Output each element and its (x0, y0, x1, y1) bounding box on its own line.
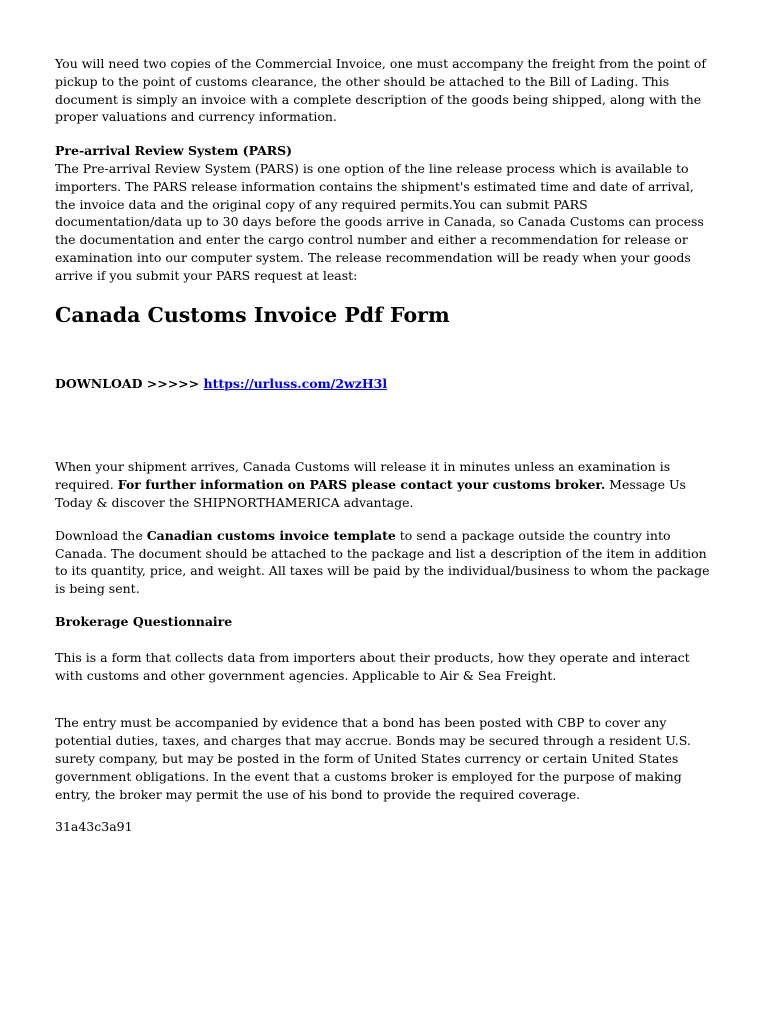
document-page (55, 55, 715, 836)
footer-code: 31a43c3a91 (55, 819, 133, 835)
template-text-after: to send a package outside the country into Canada. The document should be attached to the package and list a description of the item in addition to its quantity, price, and weight. All taxes will be paid by the individual/business to whom the package is being sent. (55, 527, 710, 597)
brokerage-heading: Brokerage Questionnaire (55, 613, 233, 629)
download-label: DOWNLOAD >>>>> (55, 375, 204, 391)
brokerage-paragraph: This is a form that collects data from importers about their products, how they operate and interact with customs and other government agencies. Applicable to Air & Sea Freight. (55, 649, 690, 683)
bond-paragraph: The entry must be accompanied by evidence that a bond has been posted with CBP to cover any potential duties, taxes, and charges that may accrue. Bonds may be secured through a resident U.S. surety company, but may be posted in the form of United States currency or certain United States government obligations. In the event that a customs broker is employed for the purpose of making entry, the broker may permit the use of his bond to provide the required coverage. (55, 715, 691, 802)
shipment-bold-text: For further information on PARS please contact your customs broker. (117, 477, 606, 493)
template-text-before: Download the (55, 527, 147, 543)
pars-paragraph: The Pre-arrival Review System (PARS) is one option of the line release process which is available to importers. The PARS release information contains the shipment's estimated time and date of arrival, the invoice data and the original copy of any required permits.You can submit PARS documentation/data up to 30 days before the goods arrive in Canada, so Canada Customs can process the documentation and enter the cargo control number and either a recommendation for release or examination into our computer system. The release recommendation will be ready when your goods arrive if you submit your PARS request at least: (55, 160, 704, 283)
shipment-text-before: When your shipment arrives, Canada Customs will release it in minutes unless an examination is required. (55, 459, 671, 493)
pars-heading: Pre-arrival Review System (PARS) (55, 143, 293, 159)
template-bold-text: Canadian customs invoice template (146, 527, 396, 543)
shipment-text-after: Message Us Today & discover the SHIPNORTHAMERICA advantage. (55, 477, 686, 510)
download-link[interactable]: https://urluss.com/2wzH3l (203, 375, 388, 391)
intro-paragraph: You will need two copies of the Commercial Invoice, one must accompany the freight from the point of pickup to the point of customs clearance, the other should be attached to the Bill of Lading. This document is simply an invoice with a complete description of the goods being shipped, along with the proper valuations and currency information. (55, 56, 707, 125)
page-title: Canada Customs Invoice Pdf Form (55, 302, 450, 327)
download-line (55, 375, 715, 393)
shipment-paragraph (55, 458, 715, 511)
template-paragraph (55, 527, 715, 598)
